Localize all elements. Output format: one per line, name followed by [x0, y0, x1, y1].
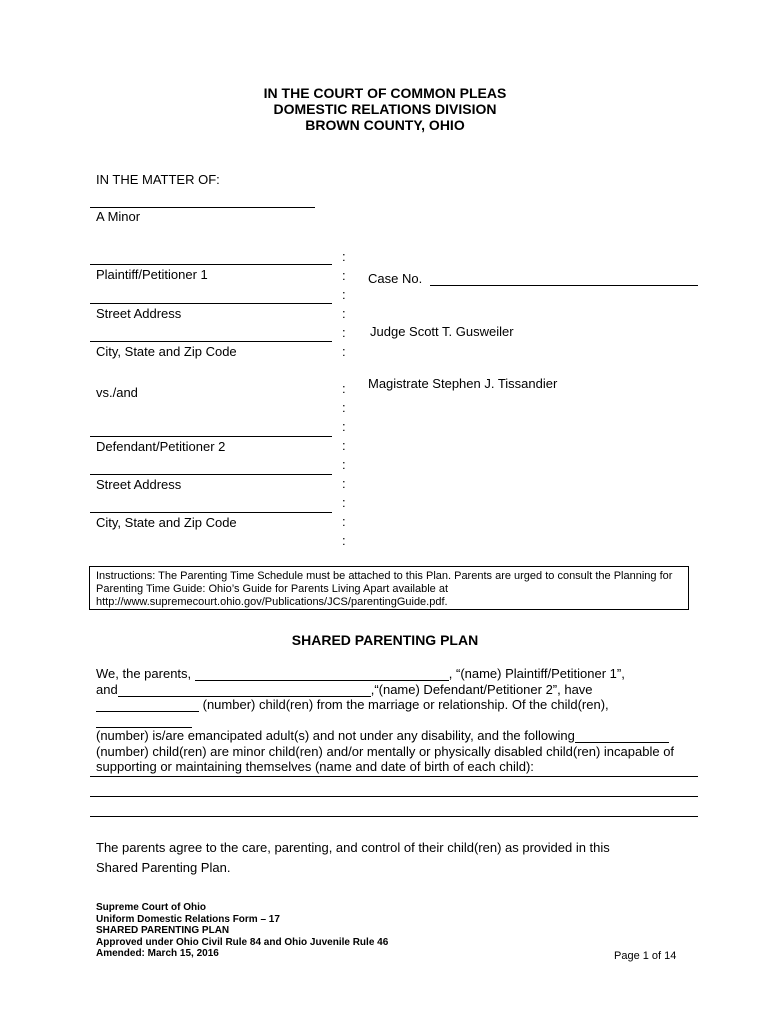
- caption-colon: :: [342, 306, 346, 321]
- form-footer: [96, 902, 388, 960]
- caption-colon: :: [342, 249, 346, 264]
- magistrate-name: Magistrate Stephen J. Tissandier: [368, 376, 558, 391]
- defendant-city-label: City, State and Zip Code: [96, 515, 237, 530]
- defendant-label: Defendant/Petitioner 2: [96, 439, 226, 454]
- defendant-street-label: Street Address: [96, 477, 182, 492]
- caption-colon: :: [342, 400, 346, 415]
- caption-colon: :: [342, 287, 346, 302]
- caption-colon: :: [342, 476, 346, 491]
- text-plaintiff-name: , “(name) Plaintiff/Petitioner 1”,: [448, 666, 625, 681]
- plaintiff-name-blank[interactable]: [195, 668, 449, 681]
- caption-colon: :: [342, 514, 346, 529]
- caption-colon: :: [342, 457, 346, 472]
- caption-colon: :: [342, 533, 346, 548]
- case-number-label: Case No.: [368, 271, 423, 286]
- text-number-children: (number) child(ren) from the marriage or relationship. Of the child(ren),: [199, 697, 609, 712]
- instructions-text: Instructions: The Parenting Time Schedule must be attached to this Plan. Parents are urged to consult the Planning for Parenting Time Guide: Ohio’s Guide for Parents Living Apart available at http://www.supremecourt.ohio.gov/Publications/JCS/parentingGuide.pdf.: [96, 570, 673, 608]
- county-name: BROWN COUNTY, OHIO: [305, 117, 465, 133]
- in-the-matter-of-label: IN THE MATTER OF:: [96, 172, 220, 187]
- child-info-line[interactable]: [90, 776, 698, 777]
- footer-form-number: Uniform Domestic Relations Form – 17: [96, 913, 280, 925]
- emancipated-count-blank[interactable]: [96, 715, 192, 728]
- court-name: IN THE COURT OF COMMON PLEAS: [263, 85, 507, 101]
- children-count-blank[interactable]: [96, 699, 199, 712]
- footer-court: Supreme Court of Ohio: [96, 902, 206, 913]
- page-number: Page 1 of 14: [614, 950, 677, 962]
- plaintiff-city-line[interactable]: [90, 341, 332, 342]
- caption-colon: :: [342, 419, 346, 434]
- division-name: DOMESTIC RELATIONS DIVISION: [273, 101, 497, 117]
- judge-name: Judge Scott T. Gusweiler: [370, 324, 514, 339]
- footer-form-title: SHARED PARENTING PLAN: [96, 925, 230, 936]
- minor-count-blank[interactable]: [575, 730, 669, 743]
- text-emancipated: (number) is/are emancipated adult(s) and not under any disability, and the following: [96, 728, 575, 743]
- plaintiff-name-line[interactable]: [90, 264, 332, 265]
- child-info-line[interactable]: [90, 796, 698, 797]
- versus-label: vs./and: [96, 385, 138, 400]
- text-and: and: [96, 681, 118, 697]
- defendant-street-line[interactable]: [90, 474, 332, 475]
- caption-colon: :: [342, 325, 346, 340]
- child-info-line[interactable]: [90, 816, 698, 817]
- defendant-name-line[interactable]: [90, 436, 332, 437]
- defendant-city-line[interactable]: [90, 512, 332, 513]
- minor-label: A Minor: [96, 209, 141, 224]
- caption-colon: :: [342, 344, 346, 359]
- plaintiff-street-label: Street Address: [96, 306, 182, 321]
- case-number-line[interactable]: [430, 285, 698, 286]
- plaintiff-city-label: City, State and Zip Code: [96, 344, 237, 359]
- minor-name-line[interactable]: [90, 207, 315, 208]
- footer-amended: Amended: March 15, 2016: [96, 948, 219, 959]
- caption-colon: :: [342, 268, 346, 283]
- defendant-name-blank[interactable]: [118, 684, 371, 697]
- plan-title: SHARED PARENTING PLAN: [291, 632, 479, 648]
- text-defendant-name: ,“(name) Defendant/Petitioner 2”, have: [370, 681, 593, 697]
- plaintiff-street-line[interactable]: [90, 303, 332, 304]
- caption-colon: :: [342, 381, 346, 396]
- agreement-paragraph: The parents agree to the care, parenting, and control of their child(ren) as provided in this Shared Parenting Plan.: [96, 840, 610, 875]
- caption-colon: :: [342, 438, 346, 453]
- text-we-the-parents: We, the parents,: [96, 666, 195, 681]
- parents-paragraph: [96, 666, 696, 775]
- plaintiff-label: Plaintiff/Petitioner 1: [96, 267, 208, 282]
- footer-approval: Approved under Ohio Civil Rule 84 and Ohio Juvenile Rule 46: [96, 936, 389, 948]
- instructions-box: [89, 566, 689, 610]
- text-minor-children: (number) child(ren) are minor child(ren) and/or mentally or physically disabled child(ren) incapable of supporting or maintaining themselves (name and date of birth of each child):: [96, 743, 675, 774]
- caption-colon: :: [342, 495, 346, 510]
